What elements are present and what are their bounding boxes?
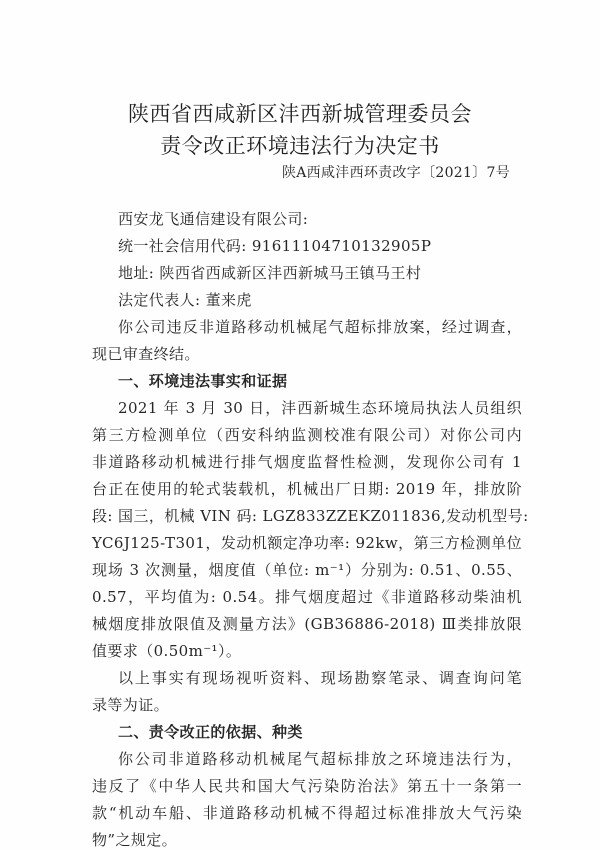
paragraph-line: 物”之规定。 xyxy=(92,831,178,849)
document-number: 陕A西咸沣西环责改字〔2021〕7号 xyxy=(281,165,510,181)
document-title-line1: 陕西省西咸新区沣西新城管理委员会 xyxy=(128,102,472,126)
intro-line: 你公司违反非道路移动机械尾气超标排放案，经过调查， xyxy=(118,318,522,336)
paragraph-line: 段: 国三，机械 VIN 码: LGZ833ZZEKZ011836,发动机型号: xyxy=(92,507,529,525)
intro-line: 现已审查终结。 xyxy=(92,345,200,363)
paragraph-line: 械烟度排放限值及测量方法》(GB36886-2018) Ⅲ类排放限 xyxy=(92,615,522,633)
section2-heading: 二、责令改正的依据、种类 xyxy=(118,723,303,741)
company-name: 西安龙飞通信建设有限公司: xyxy=(118,210,309,228)
paragraph-line: 以上事实有现场视听资料、现场勘察笔录、调查询问笔 xyxy=(118,669,522,687)
section1-heading: 一、环境违法事实和证据 xyxy=(118,372,288,390)
paragraph-line: 2021 年 3 月 30 日，沣西新城生态环境局执法人员组织 xyxy=(118,399,522,417)
paragraph-line: 第三方检测单位（西安科纳监测校准有限公司）对你公司内 xyxy=(92,426,522,444)
document-title-line2: 责令改正环境违法行为决定书 xyxy=(160,134,440,158)
credit-code: 统一社会信用代码: 91611104710132905P xyxy=(118,237,432,255)
paragraph-line: 值要求（0.50m⁻¹）。 xyxy=(92,642,242,660)
paragraph-line: 现场 3 次测量，烟度值（单位: m⁻¹）分别为: 0.51、0.55、 xyxy=(92,561,522,579)
paragraph-line: 非道路移动机械进行排气烟度监督性检测，发现你公司有 1 xyxy=(92,453,522,471)
legal-representative: 法定代表人: 董来虎 xyxy=(118,291,252,309)
paragraph-line: 你公司非道路移动机械尾气超标排放之环境违法行为， xyxy=(118,750,522,768)
address: 地址: 陕西省西咸新区沣西新城马王镇马王村 xyxy=(118,264,422,282)
paragraph-line: YC6J125-T301，发动机额定净功率: 92kw，第三方检测单位 xyxy=(92,534,522,552)
paragraph-line: 0.57，平均值为: 0.54。排气烟度超过《非道路移动柴油机 xyxy=(92,588,522,606)
paragraph-line: 违反了《中华人民共和国大气污染防治法》第五十一条第一 xyxy=(92,777,522,795)
paragraph-line: 款“机动车船、非道路移动机械不得超过标准排放大气污染 xyxy=(92,804,522,822)
paragraph-line: 台正在使用的轮式装载机，机械出厂日期: 2019 年，排放阶 xyxy=(92,480,522,498)
paragraph-line: 录等为证。 xyxy=(92,696,170,714)
